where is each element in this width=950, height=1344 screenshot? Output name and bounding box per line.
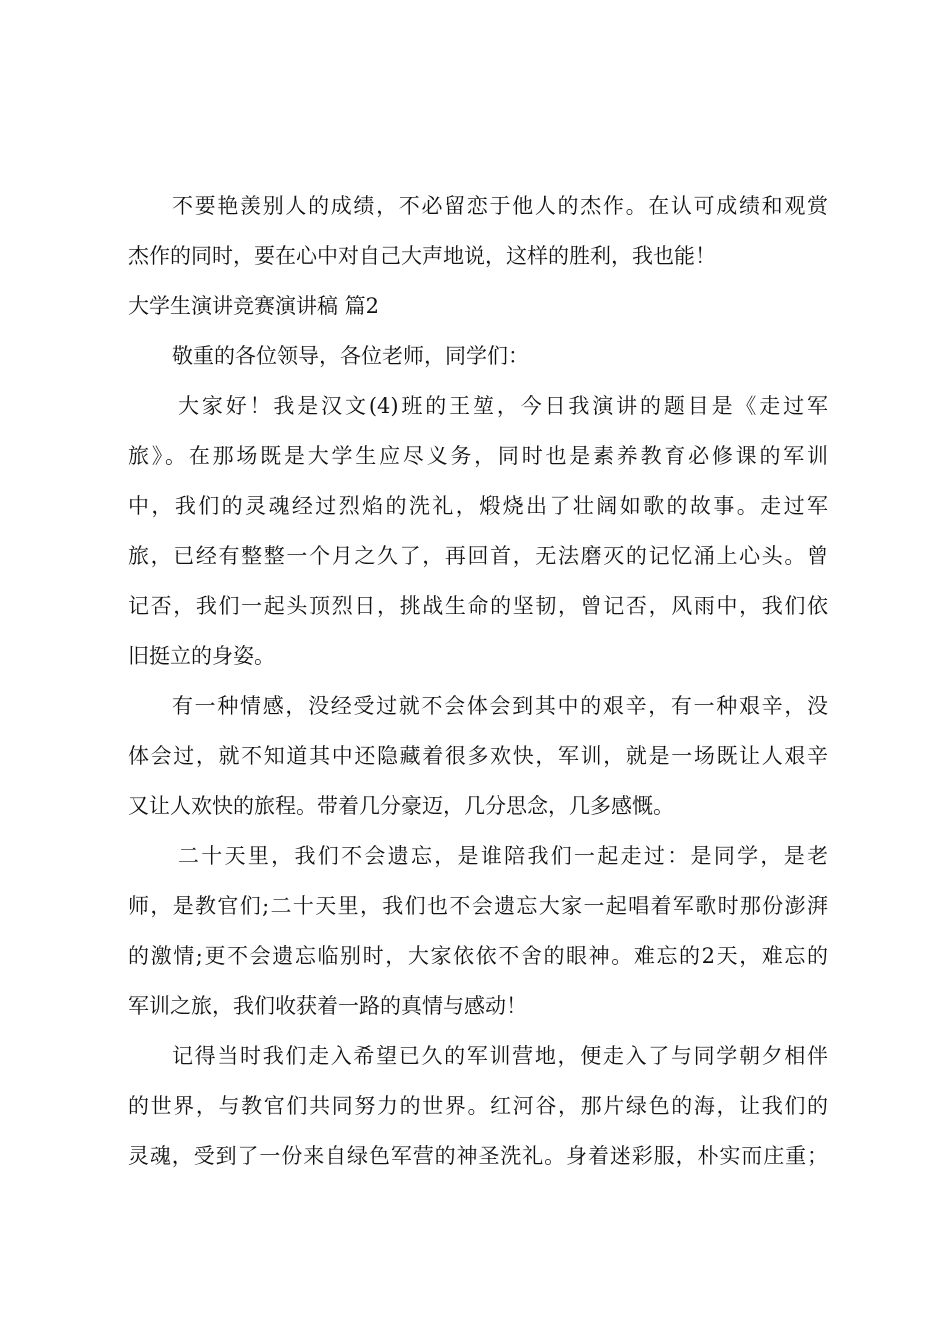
paragraph-line: 体会过，就不知道其中还隐藏着很多欢快，军训，就是一场既让人艰辛 — [128, 744, 828, 768]
section-heading: 大学生演讲竞赛演讲稿 篇2 — [128, 294, 380, 318]
paragraph-line: 大家好！我是汉文(4)班的王堃，今日我演讲的题目是《走过军 — [178, 394, 828, 418]
paragraph-line: 的世界，与教官们共同努力的世界。红河谷，那片绿色的海，让我们的 — [128, 1094, 828, 1118]
paragraph-line: 旅，已经有整整一个月之久了，再回首，无法磨灭的记忆涌上心头。曾 — [128, 544, 828, 568]
paragraph-line: 不要艳羡别人的成绩，不必留恋于他人的杰作。在认可成绩和观赏 — [172, 194, 828, 218]
paragraph-line: 的激情;更不会遗忘临别时，大家依依不舍的眼神。难忘的2天，难忘的 — [128, 944, 828, 968]
paragraph-line: 敬重的各位领导，各位老师，同学们： — [172, 344, 529, 368]
paragraph-line: 有一种情感，没经受过就不会体会到其中的艰辛，有一种艰辛，没 — [172, 694, 828, 718]
paragraph-line: 灵魂，受到了一份来自绿色军营的神圣洗礼。身着迷彩服，朴实而庄重； — [128, 1144, 828, 1168]
paragraph-line: 旧挺立的身姿。 — [128, 644, 275, 668]
paragraph-line: 军训之旅，我们收获着一路的真情与感动！ — [128, 994, 527, 1018]
paragraph-line: 二十天里，我们不会遗忘，是谁陪我们一起走过：是同学，是老 — [178, 844, 828, 868]
paragraph-line: 师，是教官们;二十天里，我们也不会遗忘大家一起唱着军歌时那份澎湃 — [128, 894, 828, 918]
paragraph-line: 旅》。在那场既是大学生应尽义务，同时也是素养教育必修课的军训 — [128, 444, 828, 468]
paragraph-line: 杰作的同时，要在心中对自己大声地说，这样的胜利，我也能！ — [128, 244, 716, 268]
paragraph-line: 中，我们的灵魂经过烈焰的洗礼，煅烧出了壮阔如歌的故事。走过军 — [128, 494, 828, 518]
paragraph-line: 记得当时我们走入希望已久的军训营地，便走入了与同学朝夕相伴 — [172, 1044, 828, 1068]
paragraph-line: 又让人欢快的旅程。带着几分豪迈，几分思念，几多感慨。 — [128, 794, 674, 818]
paragraph-line: 记否，我们一起头顶烈日，挑战生命的坚韧，曾记否，风雨中，我们依 — [128, 594, 828, 618]
